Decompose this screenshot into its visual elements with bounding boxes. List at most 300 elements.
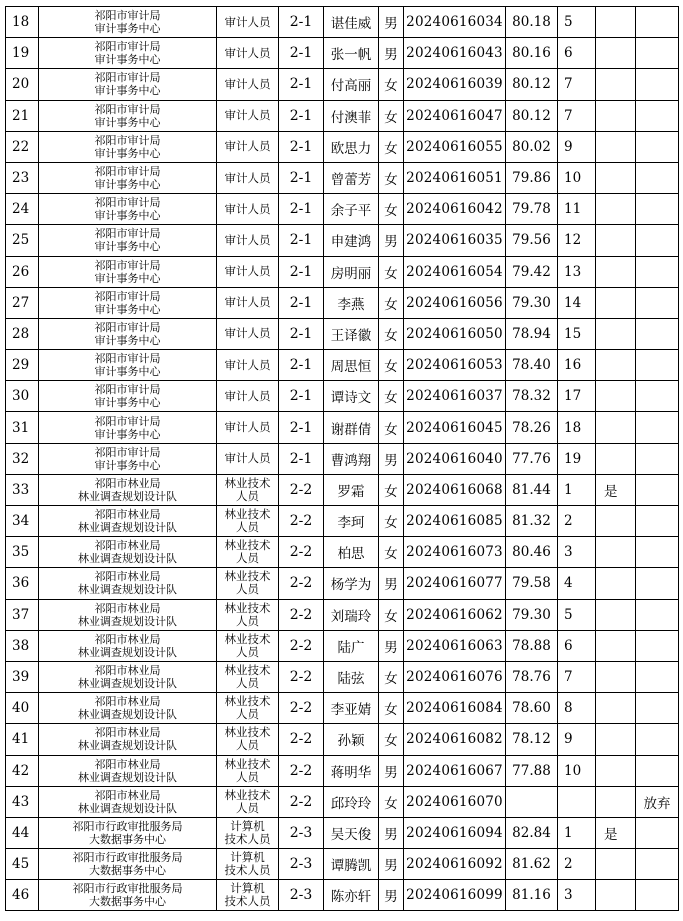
unit-cell	[39, 786, 217, 817]
gender-cell	[379, 724, 404, 755]
ticket-number-cell	[404, 661, 506, 692]
candidate-name-cell	[324, 599, 379, 630]
score-cell	[506, 630, 558, 661]
gender-text: 女	[384, 671, 398, 688]
unit-cell	[39, 38, 217, 69]
remark-cell	[636, 849, 679, 880]
position-code-cell	[279, 755, 324, 786]
position-code-text: 2-1	[289, 170, 313, 187]
gender-text: 女	[384, 140, 398, 157]
shortlist-cell	[596, 162, 636, 193]
rank-text: 13	[564, 263, 582, 280]
position-code-text: 2-1	[289, 201, 313, 218]
row-number-cell	[6, 100, 39, 131]
ticket-number-cell	[404, 724, 506, 755]
unit-line: 祁阳市审计局	[94, 40, 161, 54]
position-line: 审计人员	[224, 76, 271, 91]
score-cell	[506, 724, 558, 755]
rank-cell	[558, 568, 596, 599]
results-table-body	[6, 7, 679, 911]
remark-cell	[636, 256, 679, 287]
remark-cell	[636, 69, 679, 100]
remark-cell	[636, 162, 679, 193]
row-number-cell	[6, 443, 39, 474]
position-cell	[217, 350, 279, 381]
ticket-number-text: 20240616094	[406, 824, 503, 841]
unit-line: 祁阳市审计局	[94, 258, 161, 272]
candidate-name-cell	[324, 162, 379, 193]
shortlist-cell	[596, 724, 636, 755]
position-cell	[217, 630, 279, 661]
position-code-text: 2-2	[289, 575, 313, 592]
position-code-text: 2-2	[289, 606, 313, 623]
position-line: 审计人员	[224, 451, 271, 466]
shortlist-cell	[596, 506, 636, 537]
unit-line: 祁阳市审计局	[94, 133, 161, 147]
shortlist-cell	[596, 7, 636, 38]
gender-cell	[379, 599, 404, 630]
remark-text: 放弃	[643, 795, 671, 812]
unit-line: 祁阳市行政审批服务局	[72, 882, 183, 896]
rank-text: 7	[564, 669, 573, 686]
candidate-name-text: 谢群倩	[330, 421, 372, 438]
table-row	[6, 537, 679, 568]
unit-cell	[39, 287, 217, 318]
gender-cell	[379, 443, 404, 474]
unit-line: 审计事务中心	[94, 240, 161, 254]
position-code-cell	[279, 381, 324, 412]
remark-cell	[636, 7, 679, 38]
position-code-cell	[279, 443, 324, 474]
ticket-number-text: 20240616076	[406, 669, 503, 686]
unit-line: 林业调查规划设计队	[78, 489, 177, 503]
position-line: 人员	[236, 520, 259, 535]
rank-text: 6	[564, 637, 573, 654]
row-number-text: 24	[12, 201, 30, 218]
shortlist-cell	[596, 69, 636, 100]
remark-cell	[636, 599, 679, 630]
candidate-name-cell	[324, 724, 379, 755]
row-number-text: 27	[12, 294, 30, 311]
row-number-text: 32	[12, 450, 30, 467]
position-code-text: 2-1	[289, 138, 313, 155]
candidate-name-text: 付高丽	[330, 78, 372, 95]
gender-cell	[379, 131, 404, 162]
rank-cell	[558, 162, 596, 193]
position-code-cell	[279, 786, 324, 817]
ticket-number-cell	[404, 506, 506, 537]
unit-line: 审计事务中心	[94, 209, 161, 223]
remark-cell	[636, 131, 679, 162]
ticket-number-cell	[404, 69, 506, 100]
ticket-number-cell	[404, 599, 506, 630]
score-cell	[506, 162, 558, 193]
candidate-name-cell	[324, 69, 379, 100]
shortlist-cell	[596, 568, 636, 599]
rank-cell	[558, 661, 596, 692]
shortlist-cell	[596, 225, 636, 256]
shortlist-text: 是	[604, 483, 618, 500]
ticket-number-cell	[404, 412, 506, 443]
gender-cell	[379, 537, 404, 568]
gender-text: 女	[384, 702, 398, 719]
remark-cell	[636, 412, 679, 443]
position-line: 审计人员	[224, 45, 271, 60]
row-number-text: 40	[12, 700, 30, 717]
row-number-text: 37	[12, 606, 30, 623]
position-code-text: 2-1	[289, 419, 313, 436]
row-number-cell	[6, 381, 39, 412]
position-line: 审计人员	[224, 170, 271, 185]
candidate-name-cell	[324, 786, 379, 817]
unit-cell	[39, 693, 217, 724]
score-cell	[506, 412, 558, 443]
score-cell	[506, 194, 558, 225]
shortlist-cell	[596, 755, 636, 786]
rank-text: 7	[564, 76, 573, 93]
ticket-number-cell	[404, 786, 506, 817]
position-code-text: 2-1	[289, 232, 313, 249]
position-line: 审计人员	[224, 388, 271, 403]
position-line: 林业技术	[224, 507, 271, 522]
unit-cell	[39, 162, 217, 193]
position-code-text: 2-2	[289, 669, 313, 686]
rank-cell	[558, 786, 596, 817]
score-cell	[506, 38, 558, 69]
unit-cell	[39, 381, 217, 412]
gender-cell	[379, 880, 404, 911]
ticket-number-cell	[404, 381, 506, 412]
unit-line: 祁阳市审计局	[94, 227, 161, 241]
score-cell	[506, 661, 558, 692]
score-text: 81.32	[512, 513, 551, 530]
unit-cell	[39, 194, 217, 225]
table-row	[6, 69, 679, 100]
rank-text: 14	[564, 294, 582, 311]
ticket-number-cell	[404, 849, 506, 880]
rank-text: 6	[564, 45, 573, 62]
row-number-cell	[6, 849, 39, 880]
remark-cell	[636, 506, 679, 537]
score-cell	[506, 755, 558, 786]
rank-cell	[558, 256, 596, 287]
remark-cell	[636, 194, 679, 225]
shortlist-cell	[596, 443, 636, 474]
rank-text: 10	[564, 762, 582, 779]
row-number-cell	[6, 7, 39, 38]
position-code-text: 2-3	[289, 887, 313, 904]
table-row	[6, 506, 679, 537]
candidate-name-cell	[324, 7, 379, 38]
position-code-text: 2-2	[289, 700, 313, 717]
gender-text: 女	[384, 421, 398, 438]
remark-cell	[636, 724, 679, 755]
unit-line: 祁阳市林业局	[94, 757, 161, 771]
shortlist-cell	[596, 287, 636, 318]
row-number-text: 38	[12, 637, 30, 654]
row-number-cell	[6, 474, 39, 505]
gender-cell	[379, 817, 404, 848]
rank-text: 3	[564, 544, 573, 561]
ticket-number-text: 20240616085	[406, 513, 503, 530]
position-code-cell	[279, 100, 324, 131]
row-number-cell	[6, 225, 39, 256]
gender-text: 男	[384, 452, 398, 469]
position-code-cell	[279, 318, 324, 349]
position-line: 人员	[236, 613, 259, 628]
ticket-number-text: 20240616047	[406, 107, 503, 124]
ticket-number-text: 20240616040	[406, 450, 503, 467]
position-code-cell	[279, 506, 324, 537]
ticket-number-text: 20240616067	[406, 762, 503, 779]
candidate-name-text: 李亚婧	[330, 702, 372, 719]
position-cell	[217, 381, 279, 412]
gender-text: 女	[384, 733, 398, 750]
position-cell	[217, 786, 279, 817]
gender-text: 男	[384, 639, 398, 656]
gender-cell	[379, 849, 404, 880]
gender-cell	[379, 162, 404, 193]
score-text: 78.26	[512, 419, 551, 436]
gender-cell	[379, 412, 404, 443]
gender-cell	[379, 350, 404, 381]
rank-cell	[558, 131, 596, 162]
score-cell	[506, 7, 558, 38]
shortlist-cell	[596, 537, 636, 568]
position-code-text: 2-2	[289, 481, 313, 498]
position-code-text: 2-1	[289, 388, 313, 405]
rank-text: 7	[564, 107, 573, 124]
score-text: 80.12	[512, 76, 551, 93]
rank-text: 8	[564, 700, 573, 717]
candidate-name-text: 余子平	[330, 203, 372, 220]
candidate-name-text: 谭腾凯	[330, 858, 372, 875]
table-row	[6, 350, 679, 381]
score-text: 79.78	[512, 201, 551, 218]
ticket-number-cell	[404, 474, 506, 505]
row-number-cell	[6, 69, 39, 100]
position-line: 审计人员	[224, 139, 271, 154]
unit-cell	[39, 256, 217, 287]
gender-cell	[379, 568, 404, 599]
position-cell	[217, 7, 279, 38]
row-number-cell	[6, 506, 39, 537]
score-text: 79.86	[512, 170, 551, 187]
score-text: 80.02	[512, 138, 551, 155]
ticket-number-cell	[404, 817, 506, 848]
rank-text: 18	[564, 419, 582, 436]
ticket-number-text: 20240616034	[406, 14, 503, 31]
remark-cell	[636, 287, 679, 318]
shortlist-cell	[596, 786, 636, 817]
candidate-name-cell	[324, 568, 379, 599]
shortlist-cell	[596, 350, 636, 381]
row-number-cell	[6, 724, 39, 755]
ticket-number-text: 20240616037	[406, 388, 503, 405]
score-text: 80.16	[512, 45, 551, 62]
ticket-number-cell	[404, 630, 506, 661]
position-cell	[217, 817, 279, 848]
score-text: 78.60	[512, 700, 551, 717]
unit-cell	[39, 880, 217, 911]
results-table	[5, 6, 679, 911]
table-row	[6, 443, 679, 474]
row-number-text: 41	[12, 731, 30, 748]
remark-cell	[636, 381, 679, 412]
score-cell	[506, 474, 558, 505]
position-code-text: 2-3	[289, 856, 313, 873]
remark-cell	[636, 318, 679, 349]
unit-line: 林业调查规划设计队	[78, 801, 177, 815]
position-line: 技术人员	[224, 894, 271, 909]
position-line: 人员	[236, 738, 259, 753]
score-cell	[506, 69, 558, 100]
table-row	[6, 131, 679, 162]
position-line: 审计人员	[224, 201, 271, 216]
ticket-number-text: 20240616054	[406, 263, 503, 280]
ticket-number-text: 20240616068	[406, 481, 503, 498]
candidate-name-cell	[324, 412, 379, 443]
candidate-name-cell	[324, 256, 379, 287]
unit-line: 审计事务中心	[94, 115, 161, 129]
unit-cell	[39, 568, 217, 599]
remark-cell	[636, 817, 679, 848]
table-row	[6, 880, 679, 911]
position-line: 计算机	[230, 881, 265, 896]
score-cell	[506, 131, 558, 162]
shortlist-cell	[596, 318, 636, 349]
rank-cell	[558, 724, 596, 755]
row-number-cell	[6, 880, 39, 911]
rank-text: 5	[564, 606, 573, 623]
row-number-text: 36	[12, 575, 30, 592]
position-cell	[217, 568, 279, 599]
position-cell	[217, 443, 279, 474]
row-number-text: 39	[12, 669, 30, 686]
unit-line: 大数据事务中心	[89, 895, 166, 909]
unit-line: 大数据事务中心	[89, 832, 166, 846]
position-code-text: 2-1	[289, 14, 313, 31]
unit-line: 祁阳市林业局	[94, 476, 161, 490]
row-number-text: 28	[12, 325, 30, 342]
shortlist-cell	[596, 38, 636, 69]
gender-cell	[379, 38, 404, 69]
table-row	[6, 786, 679, 817]
ticket-number-cell	[404, 38, 506, 69]
score-text: 78.32	[512, 388, 551, 405]
position-code-text: 2-2	[289, 793, 313, 810]
rank-text: 9	[564, 138, 573, 155]
score-cell	[506, 318, 558, 349]
ticket-number-cell	[404, 256, 506, 287]
position-code-cell	[279, 69, 324, 100]
position-cell	[217, 225, 279, 256]
unit-line: 审计事务中心	[94, 178, 161, 192]
position-line: 林业技术	[224, 538, 271, 553]
unit-line: 审计事务中心	[94, 396, 161, 410]
rank-text: 10	[564, 170, 582, 187]
position-line: 林业技术	[224, 787, 271, 802]
unit-line: 祁阳市审计局	[94, 383, 161, 397]
table-row	[6, 849, 679, 880]
gender-text: 男	[384, 889, 398, 906]
candidate-name-text: 陈亦轩	[330, 889, 372, 906]
unit-line: 林业调查规划设计队	[78, 614, 177, 628]
unit-line: 林业调查规划设计队	[78, 521, 177, 535]
row-number-text: 42	[12, 762, 30, 779]
row-number-text: 44	[12, 824, 30, 841]
row-number-cell	[6, 162, 39, 193]
rank-text: 12	[564, 232, 582, 249]
unit-line: 审计事务中心	[94, 146, 161, 160]
row-number-text: 23	[12, 170, 30, 187]
rank-cell	[558, 537, 596, 568]
candidate-name-cell	[324, 506, 379, 537]
unit-line: 林业调查规划设计队	[78, 770, 177, 784]
rank-text: 15	[564, 325, 582, 342]
unit-cell	[39, 443, 217, 474]
score-cell	[506, 817, 558, 848]
ticket-number-text: 20240616084	[406, 700, 503, 717]
unit-line: 祁阳市审计局	[94, 9, 161, 23]
row-number-text: 30	[12, 388, 30, 405]
unit-cell	[39, 599, 217, 630]
rank-cell	[558, 100, 596, 131]
ticket-number-cell	[404, 131, 506, 162]
score-cell	[506, 287, 558, 318]
position-cell	[217, 412, 279, 443]
gender-cell	[379, 69, 404, 100]
gender-text: 男	[384, 47, 398, 64]
candidate-name-text: 曹鸿翔	[330, 452, 372, 469]
ticket-number-text: 20240616056	[406, 294, 503, 311]
position-code-cell	[279, 537, 324, 568]
position-code-cell	[279, 256, 324, 287]
unit-line: 祁阳市审计局	[94, 352, 161, 366]
position-code-text: 2-2	[289, 731, 313, 748]
position-line: 审计人员	[224, 108, 271, 123]
position-cell	[217, 256, 279, 287]
remark-cell	[636, 786, 679, 817]
unit-line: 审计事务中心	[94, 458, 161, 472]
position-code-text: 2-2	[289, 544, 313, 561]
unit-cell	[39, 849, 217, 880]
unit-cell	[39, 69, 217, 100]
rank-cell	[558, 443, 596, 474]
position-code-text: 2-2	[289, 637, 313, 654]
gender-cell	[379, 755, 404, 786]
gender-text: 女	[384, 265, 398, 282]
gender-cell	[379, 474, 404, 505]
position-code-text: 2-1	[289, 107, 313, 124]
table-row	[6, 599, 679, 630]
rank-text: 5	[564, 14, 573, 31]
row-number-cell	[6, 194, 39, 225]
gender-text: 女	[384, 109, 398, 126]
gender-text: 男	[384, 16, 398, 33]
position-code-cell	[279, 474, 324, 505]
ticket-number-text: 20240616053	[406, 357, 503, 374]
position-cell	[217, 318, 279, 349]
row-number-cell	[6, 755, 39, 786]
table-row	[6, 381, 679, 412]
table-row	[6, 100, 679, 131]
position-line: 计算机	[230, 818, 265, 833]
gender-cell	[379, 318, 404, 349]
unit-line: 祁阳市审计局	[94, 71, 161, 85]
position-line: 林业技术	[224, 569, 271, 584]
row-number-text: 18	[12, 14, 30, 31]
